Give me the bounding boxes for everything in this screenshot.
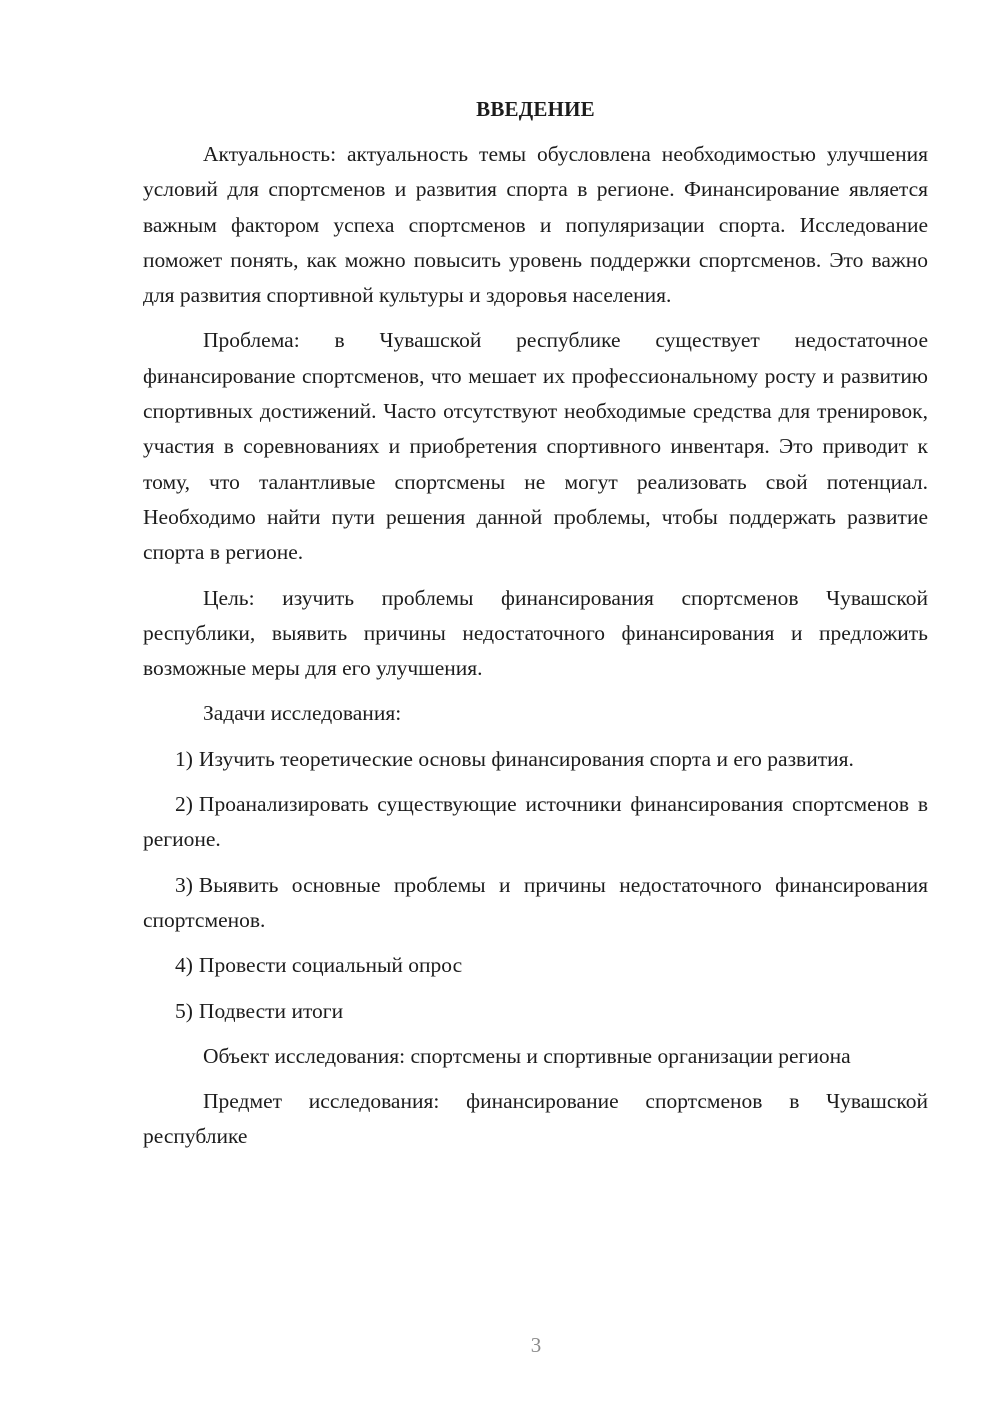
- paragraph-goal: Цель: изучить проблемы финансирования спортсменов Чувашской республики, выявить причины недостаточного финансирования и предложить возможные меры для его улучшения.: [143, 585, 928, 681]
- paragraph-tasks-heading: Задачи исследования:: [203, 701, 402, 726]
- list-item-text: Провести социальный опрос: [198, 953, 463, 978]
- list-item-number: 1): [175, 746, 193, 771]
- paragraph-object: Объект исследования: спортсмены и спортивные организации региона: [203, 1043, 851, 1068]
- list-item-task-2: [143, 787, 928, 858]
- page-number: 3: [530, 1333, 542, 1357]
- list-item-text: Подвести итоги: [198, 998, 344, 1023]
- paragraph-problem: Проблема: в Чувашской республике существует недостаточное финансирование спортсменов, что мешает их профессиональному росту и развитию спортивных достижений. Часто отсутствуют необходимые средства для тренировок, участия в соревнованиях и приобретения спортивного инвентаря. Это приводит к тому, что талантливые спортсмены не могут реализовать свой потенциал. Необходимо найти пути решения данной проблемы, чтобы поддержать развитие спорта в регионе.: [143, 328, 928, 565]
- page-title: ВВЕДЕНИЕ: [476, 97, 595, 121]
- list-item-text: Выявить основные проблемы и причины недостаточного финансирования спортсменов.: [143, 872, 928, 932]
- list-item-task-4: [143, 948, 928, 983]
- list-item-number: 2): [175, 792, 193, 817]
- list-item-number: 5): [175, 998, 193, 1023]
- list-item-task-5: [143, 994, 928, 1029]
- page-content: [143, 92, 928, 1165]
- list-item-number: 4): [175, 953, 193, 978]
- list-item-text: Проанализировать существующие источники финансирования спортсменов в регионе.: [143, 792, 928, 852]
- paragraph-relevance: Актуальность: актуальность темы обусловлена необходимостью улучшения условий для спортсменов и развития спорта в регионе. Финансирование является важным фактором успеха спортсменов и популяризации спорта. Исследование поможет понять, как можно повысить уровень поддержки спортсменов. Это важно для развития спортивной культуры и здоровья населения.: [143, 142, 928, 308]
- paragraph-subject: Предмет исследования: финансирование спортсменов в Чувашской республике: [143, 1089, 928, 1149]
- list-item-task-3: [143, 868, 928, 939]
- list-item-number: 3): [175, 872, 193, 897]
- list-item-task-1: [143, 742, 928, 777]
- list-item-text: Изучить теоретические основы финансирования спорта и его развития.: [198, 746, 854, 771]
